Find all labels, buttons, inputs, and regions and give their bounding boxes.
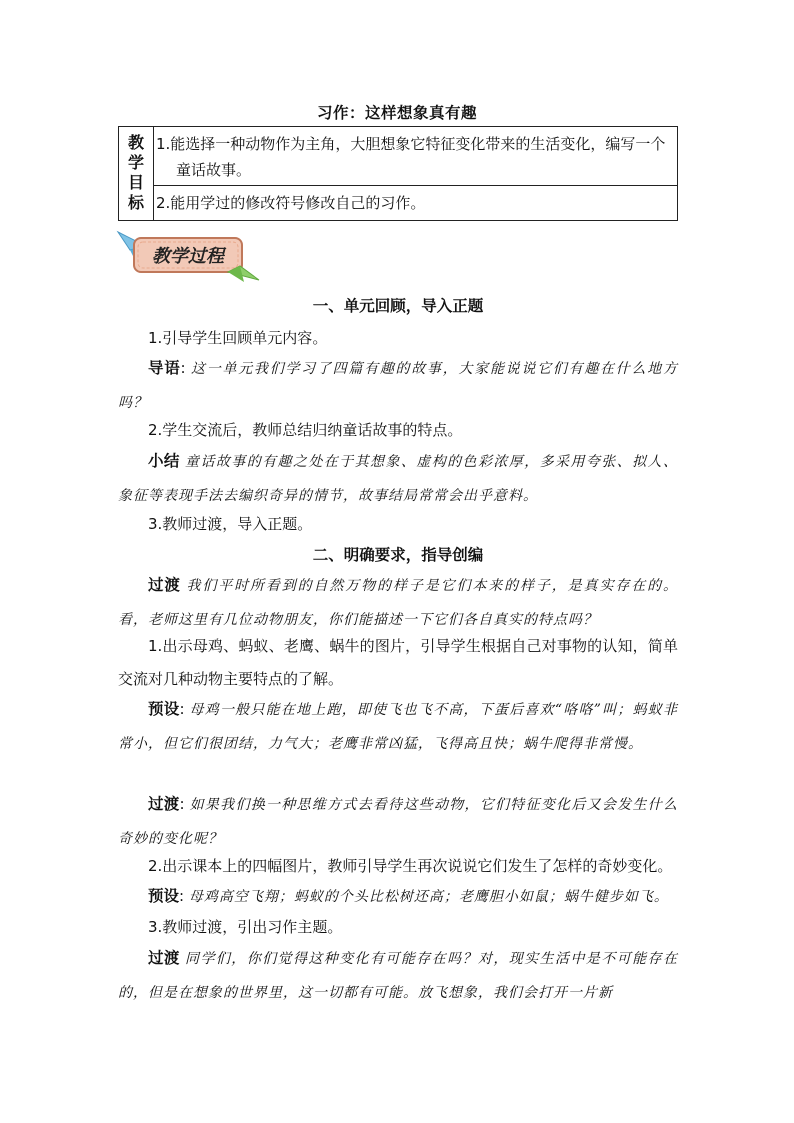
section-heading: 二、明确要求，指导创编	[312, 546, 484, 564]
transition-text: 同学们，你们觉得这种变化有可能存在吗？对，现实生活中是不可能存在的，但是在想象的世界里，这一切都有可能。放飞想象，我们会打开一片新	[118, 951, 678, 1001]
transition-paragraph	[118, 569, 678, 637]
transition-label: 过渡	[148, 949, 180, 967]
paragraph: 1.出示母鸡、蚂蚁、老鹰、蜗牛的图片，引导学生根据自己对事物的认知，简单交流对几种动物主要特点的了解。	[118, 637, 678, 688]
teaching-process-badge	[116, 228, 261, 284]
transition-text: 如果我们换一种思维方式去看待这些动物，它们特征变化后又会发生什么奇妙的变化呢？	[118, 797, 678, 847]
preset-paragraph: 预设: 母鸡一般只能在地上跑，即使飞也飞不高，下蛋后喜欢“咯咯”叫；蚂蚁非常小，但它们很团结，力气大；老鹰非常凶猛，飞得高且快；蜗牛爬得非常慢。	[118, 700, 678, 752]
guide-text: 这一单元我们学习了四篇有趣的故事，大家能说说它们有趣在什么地方吗？	[118, 361, 678, 411]
preset-label: 预设	[148, 700, 180, 718]
paragraph: 1.引导学生回顾单元内容。	[148, 329, 328, 347]
badge-text: 教学过程	[152, 246, 224, 267]
summary-label: 小结	[148, 452, 180, 470]
paragraph: 3.教师过渡，导入正题。	[148, 515, 313, 533]
goals-items	[154, 127, 678, 221]
goal-item: 2.能用学过的修改符号修改自己的习作。	[154, 185, 677, 216]
guide-paragraph: 导语: 这一单元我们学习了四篇有趣的故事，大家能说说它们有趣在什么地方吗？	[118, 359, 678, 411]
transition-paragraph	[118, 942, 678, 1010]
guide-label: 导语	[148, 359, 181, 377]
preset-text: 母鸡高空飞翔；蚂蚁的个头比松树还高；老鹰胆小如鼠；蜗牛健步如飞。	[188, 889, 669, 905]
transition-label: 过渡	[148, 576, 181, 594]
goals-label-char: 目	[127, 173, 144, 192]
paragraph: 2.学生交流后，教师总结归纳童话故事的特点。	[148, 421, 463, 439]
goals-label	[119, 127, 154, 221]
goal-item: 1.能选择一种动物作为主角，大胆想象它特征变化带来的生活变化，编写一个童话故事。	[156, 135, 666, 179]
paragraph: 3.教师过渡，引出习作主题。	[148, 918, 343, 936]
page-title: 习作：这样想象真有趣	[316, 104, 477, 122]
transition-paragraph: 过渡: 如果我们换一种思维方式去看待这些动物，它们特征变化后又会发生什么奇妙的变化呢？	[118, 795, 678, 847]
paragraph: 2.出示课本上的四幅图片，教师引导学生再次说说它们发生了怎样的奇妙变化。	[148, 857, 673, 875]
preset-label: 预设	[148, 887, 180, 905]
teaching-goals-table	[118, 126, 678, 221]
section-heading: 一、单元回顾，导入正题	[312, 297, 484, 315]
transition-text: 我们平时所看到的自然万物的样子是它们本来的样子，是真实存在的。看，老师这里有几位动物朋友，你们能描述一下它们各自真实的特点吗？	[118, 578, 678, 628]
transition-label: 过渡	[148, 795, 180, 813]
preset-paragraph: 预设: 母鸡高空飞翔；蚂蚁的个头比松树还高；老鹰胆小如鼠；蜗牛健步如飞。	[148, 887, 669, 905]
summary-text: 童话故事的有趣之处在于其想象、虚构的色彩浓厚，多采用夸张、拟人、象征等表现手法去编织奇异的情节，故事结局常常会出乎意料。	[118, 454, 678, 504]
goals-label-char: 标	[127, 193, 144, 212]
preset-text: 母鸡一般只能在地上跑，即使飞也飞不高，下蛋后喜欢“咯咯”叫；蚂蚁非常小，但它们很团结，力气大；老鹰非常凶猛，飞得高且快；蜗牛爬得非常慢。	[118, 702, 678, 752]
summary-paragraph	[118, 445, 678, 513]
goals-label-char: 学	[127, 153, 144, 172]
goals-label-char: 教	[127, 133, 144, 152]
